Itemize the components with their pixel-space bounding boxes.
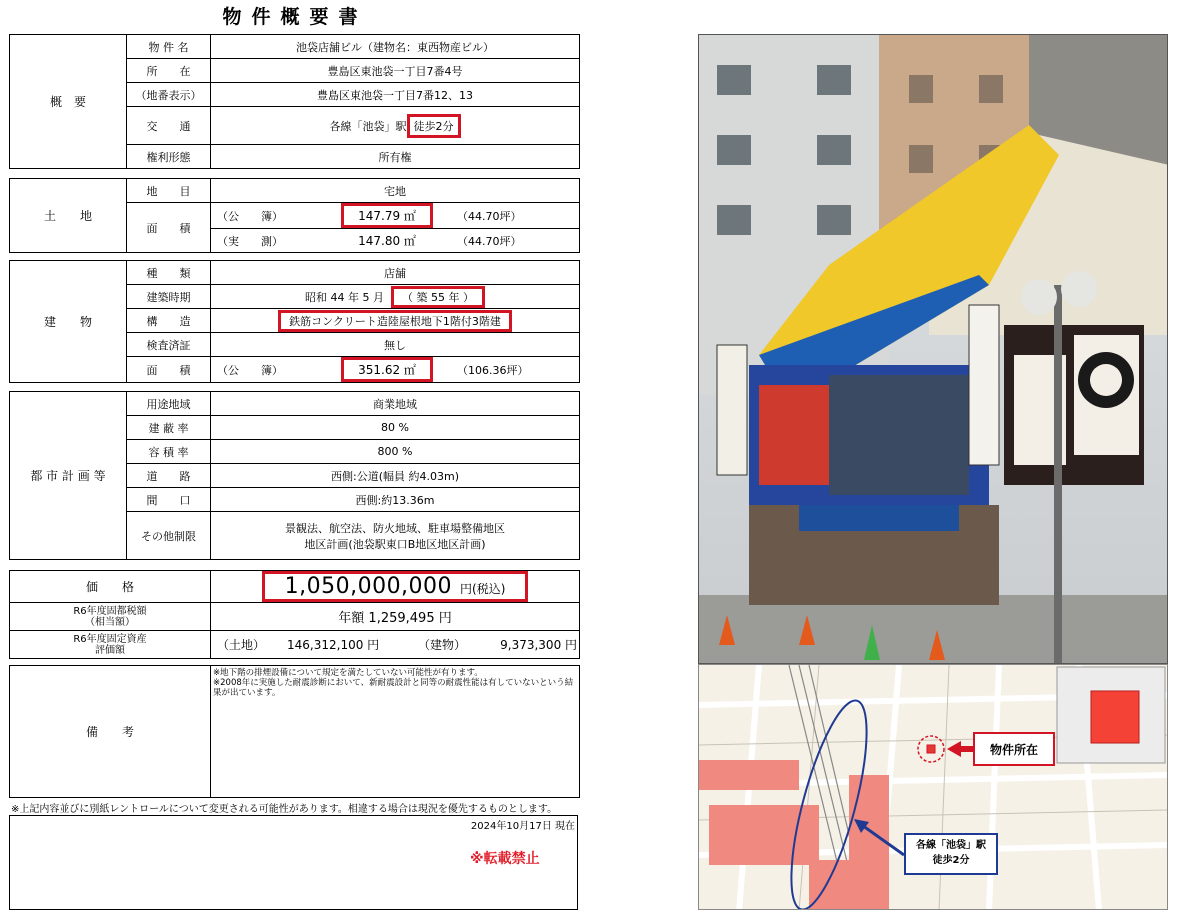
assess-land-label: （土地） (217, 638, 266, 652)
building-area-highlight: 351.62 ㎡ (341, 357, 433, 382)
lot-label: （地番表示） (127, 83, 211, 107)
rights-label: 権利形態 (127, 145, 211, 169)
price-table (9, 570, 580, 659)
other-line-1: 景観法、航空法、防火地域、駐車場整備地区 (285, 521, 505, 535)
land-survey-label: （実 測） (217, 234, 283, 248)
station-callout-line-1: 各線「池袋」駅 (916, 840, 986, 851)
lot-value: 豊島区東池袋一丁目7番12、13 (211, 83, 580, 107)
other-value (211, 512, 580, 560)
name-label: 物 件 名 (127, 35, 211, 59)
assessment-label-line-1: R6年度固定資産 (73, 633, 147, 645)
property-name: 池袋店舗ビル（建物名：東西物産ビル） (211, 35, 580, 59)
price-cell (211, 571, 580, 603)
remarks-label: 備 考 (10, 666, 211, 798)
far-label: 容 積 率 (127, 440, 211, 464)
overview-header: 概 要 (10, 35, 127, 169)
other-label: その他制限 (127, 512, 211, 560)
address-label: 所 在 (127, 59, 211, 83)
structure-value (211, 309, 580, 333)
land-registry-area: 147.79 ㎡ (341, 203, 433, 228)
rights-value: 所有権 (211, 145, 580, 169)
building-tsubo: （106.36坪） (457, 363, 529, 377)
land-area-label: 面 積 (127, 203, 211, 253)
land-header: 土 地 (10, 179, 127, 253)
land-registry-label: （公 簿） (217, 209, 283, 223)
land-survey-area: 147.80 ㎡ (358, 234, 416, 248)
property-location-callout: 物件所在 (973, 732, 1055, 766)
remark-1: ※地下階の排煙設備について規定を満たしていない可能性が有ります。 (213, 668, 483, 678)
zone-label: 用途地域 (127, 392, 211, 416)
land-survey-row (211, 229, 580, 253)
building-type-value: 店舗 (211, 261, 580, 285)
location-map (698, 664, 1168, 910)
access-prefix: 各線「池袋」駅 (329, 119, 407, 133)
coverage-value: 80 % (211, 416, 580, 440)
building-area-label: 面 積 (127, 357, 211, 383)
inspection-value: 無し (211, 333, 580, 357)
building-type-label: 種 類 (127, 261, 211, 285)
road-value: 西側:公道(幅員 約4.03m) (211, 464, 580, 488)
remark-2: ※2008年に実施した耐震診断において、新耐震設計と同等の耐震性能は有していないという結果が出ています。 (213, 678, 574, 698)
road-label: 道 路 (127, 464, 211, 488)
address-value: 豊島区東池袋一丁目7番4号 (211, 59, 580, 83)
building-registry-label: （公 簿） (217, 363, 283, 377)
building-photo-illustration (699, 35, 1168, 664)
station-callout (904, 833, 998, 875)
frontage-value: 西側:約13.36m (211, 488, 580, 512)
far-value: 800 % (211, 440, 580, 464)
tax-value: 年額 1,259,495 円 (211, 603, 580, 631)
inspection-label: 検査済証 (127, 333, 211, 357)
built-value (211, 285, 580, 309)
building-age-highlight: （ 築 55 年 ） (391, 286, 485, 308)
overview-table (9, 34, 580, 169)
built-label: 建築時期 (127, 285, 211, 309)
assessment-value (211, 631, 580, 659)
no-reproduction-notice: ※転載禁止 (470, 851, 540, 867)
assess-land-value: 146,312,100 円 (287, 638, 380, 652)
price-unit: 円(税込) (460, 582, 506, 596)
coverage-label: 建 蔽 率 (127, 416, 211, 440)
remarks-notes (211, 666, 580, 798)
assessment-label (10, 631, 211, 659)
assessment-label-line-2: 評価額 (95, 644, 125, 656)
land-table (9, 178, 580, 253)
remarks-table (9, 665, 580, 798)
building-header: 建 物 (10, 261, 127, 383)
building-area-row (211, 357, 580, 383)
other-line-2: 地区計画(池袋駅東口B地区地区計画) (304, 537, 486, 551)
planning-header: 都 市 計 画 等 (10, 392, 127, 560)
land-category-label: 地 目 (127, 179, 211, 203)
station-callout-line-2: 徒歩2分 (932, 855, 970, 866)
built-date: 昭和 44 年 5 月 (305, 290, 384, 304)
tax-label-line-2: （相当額） (85, 616, 135, 628)
structure-highlight: 鉄筋コンクリート造陸屋根地下1階付3階建 (278, 310, 512, 332)
land-survey-tsubo: （44.70坪） (457, 234, 522, 248)
price-value: 1,050,000,000 (284, 574, 453, 599)
access-label: 交 通 (127, 107, 211, 145)
disclaimer: ※上記内容並びに別紙レントロールについて変更される可能性があります。相違する場合は現況を優先するものとします。 (11, 804, 558, 815)
document-title: 物件概要書 (222, 6, 368, 28)
assess-building-label: （建物） (418, 638, 467, 652)
building-photo (698, 34, 1168, 664)
tax-label-line-1: R6年度固都税額 (73, 605, 147, 617)
access-value (211, 107, 580, 145)
access-walk-highlight: 徒歩2分 (407, 114, 461, 138)
land-registry-row (211, 203, 580, 229)
price-label: 価 格 (10, 571, 211, 603)
building-table (9, 260, 580, 383)
land-category-value: 宅地 (211, 179, 580, 203)
bottom-box (9, 815, 578, 910)
planning-table (9, 391, 580, 560)
land-registry-tsubo: （44.70坪） (457, 209, 522, 223)
assess-building-value: 9,373,300 円 (500, 638, 578, 652)
frontage-label: 間 口 (127, 488, 211, 512)
as-of-date: 2024年10月17日 現在 (470, 821, 575, 832)
structure-label: 構 造 (127, 309, 211, 333)
tax-label (10, 603, 211, 631)
zone-value: 商業地域 (211, 392, 580, 416)
